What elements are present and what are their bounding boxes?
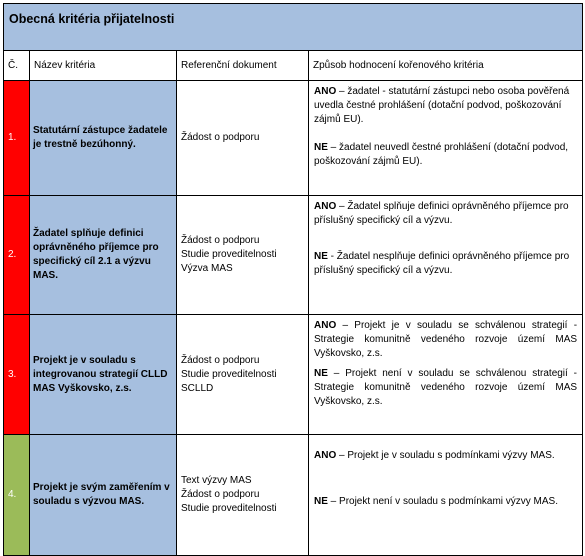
reference-item: Žádost o podporu (181, 354, 260, 366)
criteria-table (3, 3, 583, 556)
row-number: 3. (4, 315, 30, 435)
reference-documents (177, 435, 309, 556)
table-title: Obecná kritéria přijatelnosti (4, 4, 583, 51)
title-row (4, 4, 583, 51)
reference-item: Žádost o podporu (181, 489, 260, 500)
row-number: 4. (4, 435, 30, 556)
ne-text: – žadatel neuvedl čestné prohlášení (dotační podvod, poškozování zájmů EU). (314, 142, 569, 167)
ano-text: – Projekt je v souladu s podmínkami výzvy MAS. (336, 450, 555, 461)
reference-item: Žádost o podporu (181, 132, 260, 143)
reference-item: Studie proveditelnosti (181, 249, 277, 260)
reference-item: Výzva MAS (181, 263, 233, 274)
ne-text: - Žadatel nesplňuje definici oprávněného příjemce pro příslušný specifický cíl a výzvu. (314, 251, 570, 276)
criterion-name: Projekt je svým zaměřením v souladu s výzvou MAS. (30, 435, 177, 556)
ano-text: – Žadatel splňuje definici oprávněného příjemce pro příslušný specifický cíl a výzvu. (314, 201, 569, 226)
header-name: Název kritéria (30, 51, 177, 81)
ne-label: NE (314, 142, 328, 153)
reference-documents (177, 196, 309, 315)
evaluation-method (309, 196, 583, 315)
ne-label: NE (314, 496, 328, 507)
reference-item: SCLLD (181, 382, 214, 394)
table-row (4, 435, 583, 556)
ano-label: ANO (314, 450, 337, 461)
ne-text: – Projekt není v souladu s podmínkami výzvy MAS. (327, 496, 559, 507)
ne-text: – Projekt není v souladu se schválenou strategií - Strategie komunitně vedeného rozvoje území MAS Vyškovsko, z.s. (314, 368, 578, 407)
header-eval: Způsob hodnocení kořenového kritéria (309, 51, 583, 81)
reference-item: Žádost o podporu (181, 235, 260, 246)
header-num: Č. (4, 51, 30, 81)
reference-item: Studie proveditelnosti (181, 503, 277, 514)
header-ref: Referenční dokument (177, 51, 309, 81)
header-row (4, 51, 583, 81)
row-number: 2. (4, 196, 30, 315)
ano-text: – žadatel - statutární zástupci nebo osoba pověřená uvedla čestné prohlášení (dotační podvod, poškozování zájmů EU). (314, 86, 570, 125)
ano-label: ANO (314, 86, 337, 97)
ne-label: NE (314, 368, 328, 379)
table-row (4, 196, 583, 315)
criterion-name: Projekt je v souladu s integrovanou strategií CLLD MAS Vyškovsko, z.s. (30, 315, 177, 435)
reference-item: Studie proveditelnosti (181, 368, 277, 380)
ano-text: – Projekt je v souladu se schválenou strategií - Strategie komunitně vedeného rozvoje území MAS Vyškovsko, z.s. (314, 320, 578, 359)
criterion-name: Statutární zástupce žadatele je trestně bezúhonný. (30, 81, 177, 196)
row-number: 1. (4, 81, 30, 196)
reference-documents (177, 81, 309, 196)
evaluation-method (309, 81, 583, 196)
table-row (4, 81, 583, 196)
ne-label: NE (314, 251, 328, 262)
reference-documents (177, 315, 309, 435)
ano-label: ANO (314, 201, 337, 212)
evaluation-method (309, 435, 583, 556)
ano-label: ANO (314, 320, 337, 331)
criterion-name: Žadatel splňuje definici oprávněného příjemce pro specifický cíl 2.1 a výzvu MAS. (30, 196, 177, 315)
evaluation-method (309, 315, 583, 435)
reference-item: Text výzvy MAS (181, 475, 252, 486)
table-row (4, 315, 583, 435)
